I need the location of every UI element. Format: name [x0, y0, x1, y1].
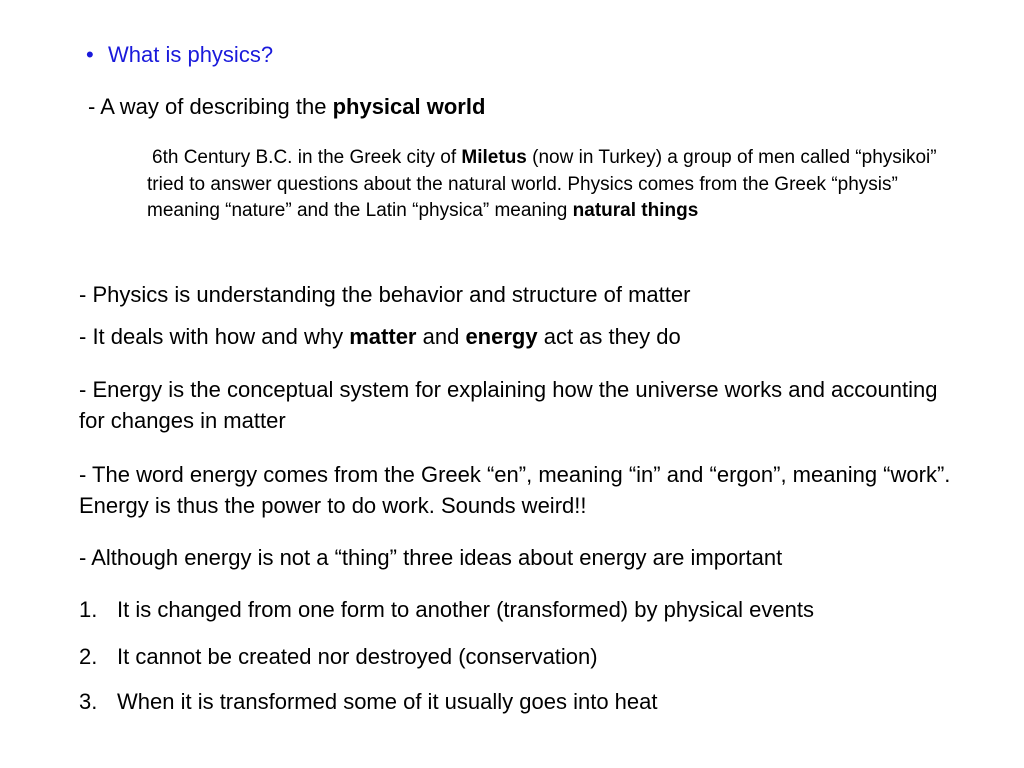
list-text: It cannot be created nor destroyed (conservation) — [117, 644, 598, 669]
list-number: 3. — [79, 689, 98, 714]
list-item — [79, 644, 598, 670]
list-item — [79, 597, 814, 623]
subheading — [88, 94, 485, 120]
history-text-1: 6th Century B.C. in the Greek city of — [152, 147, 462, 168]
subheading-bold: physical world — [332, 94, 486, 119]
history-text-2: (now in Turkey) a group of men called “physikoi” tried to answer questions about the natural world. Physics comes from the Greek “physis” meaning “nature” and the Latin “physica” meaning — [147, 147, 937, 221]
history-bold-natural-things: natural things — [572, 200, 699, 221]
deals-text-3: act as they do — [537, 324, 681, 349]
bullet-icon: • — [86, 42, 94, 67]
deals-text-2: and — [416, 324, 466, 349]
deals-bold-energy: energy — [465, 324, 538, 349]
deals-bold-matter: matter — [349, 324, 417, 349]
list-item — [79, 689, 657, 715]
list-text: It is changed from one form to another (transformed) by physical events — [117, 597, 814, 622]
history-paragraph — [147, 145, 947, 225]
subheading-text: - A way of describing the — [88, 94, 333, 119]
line-although: - Although energy is not a “thing” three ideas about energy are important — [79, 545, 783, 570]
line-energy-system: - Energy is the conceptual system for explaining how the universe works and accounting for changes in matter — [79, 377, 938, 433]
line-understanding: - Physics is understanding the behavior and structure of matter — [79, 282, 691, 307]
list-number: 1. — [79, 597, 98, 622]
list-text: When it is transformed some of it usually goes into heat — [117, 689, 658, 714]
line-deals — [79, 324, 681, 350]
title-text: What is physics? — [108, 42, 274, 67]
history-bold-miletus: Miletus — [461, 147, 527, 168]
slide-title — [86, 42, 273, 68]
deals-text-1: - It deals with how and why — [79, 324, 350, 349]
list-number: 2. — [79, 644, 98, 669]
line-energy-word: - The word energy comes from the Greek “en”, meaning “in” and “ergon”, meaning “work”. Energy is thus the power to do work. Sounds weird!! — [79, 462, 951, 518]
